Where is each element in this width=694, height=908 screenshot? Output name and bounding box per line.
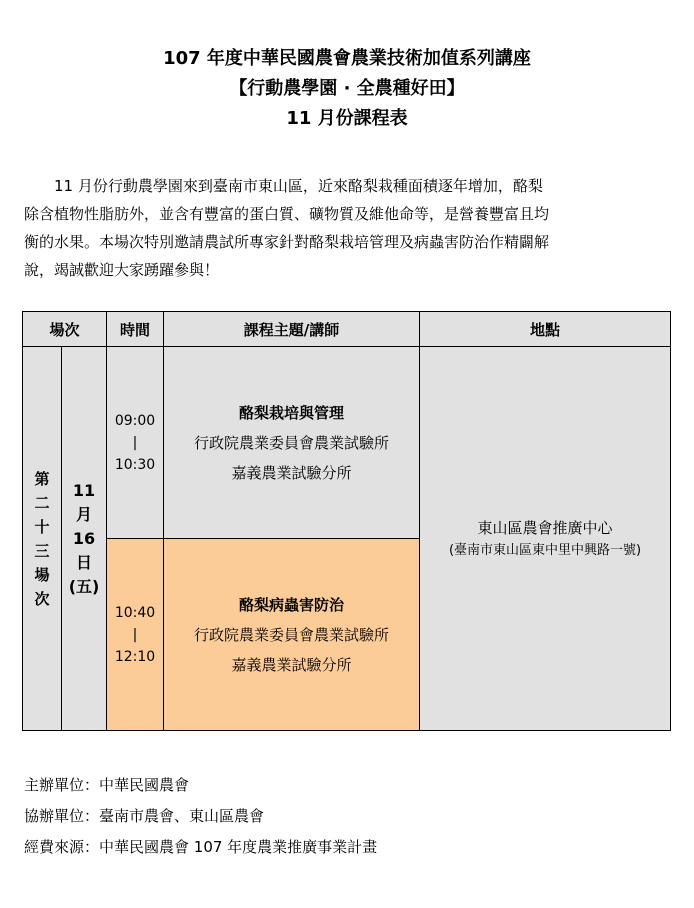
table-header-row [23,312,671,347]
session-char: 二 [34,493,50,512]
session-char: 十 [34,517,50,536]
time-separator: | [132,626,138,643]
co-organizer-line: 協辦單位：臺南市農會、東山區農會 [24,807,265,825]
lecturer-branch: 嘉義農業試驗分所 [231,463,352,482]
organizer-line: 主辦單位：中華民國農會 [24,776,190,794]
header-session: 場次 [23,312,107,347]
header-location: 地點 [420,312,671,347]
time-start: 09:00 [114,412,156,429]
intro-line: 除含植物性脂肪外，並含有豐富的蛋白質、礦物質及維他命等，是營養豐富且均 [24,205,550,223]
header-topic: 課程主題/講師 [164,312,420,347]
time-end: 12:10 [114,648,156,665]
title-line-program: 【行動農學園 · 全農種好田】 [229,78,465,99]
location-address: (臺南市東山區東中里中興路一號) [448,542,642,558]
header-time: 時間 [107,312,164,347]
date-part: (五) [68,576,100,596]
time-separator: | [132,434,138,451]
session-char: 第 [34,469,50,488]
date-part: 11 [72,480,96,500]
time-start: 10:40 [114,604,156,621]
title-line-schedule: 11 月份課程表 [286,108,408,129]
session-char: 場 [34,565,50,584]
location-cell [420,347,671,731]
intro-line: 衡的水果。本場次特別邀請農試所專家針對酪梨栽培管理及病蟲害防治作精闢解 [24,233,550,251]
time-cell [107,347,164,539]
topic-cell [164,539,420,731]
time-cell [107,539,164,731]
lecturer-branch: 嘉義農業試驗分所 [231,655,352,674]
session-char: 三 [34,541,50,560]
schedule-table [22,311,671,731]
date-cell [62,347,107,731]
date-part: 月 [76,504,93,524]
session-number-cell [23,347,62,731]
date-part: 日 [76,552,93,572]
topic-title: 酪梨栽培與管理 [239,403,345,422]
topic-title: 酪梨病蟲害防治 [239,595,345,614]
time-end: 10:30 [114,456,156,473]
topic-cell [164,347,420,539]
document-title [0,44,694,134]
intro-paragraph [24,172,670,284]
table-row [23,347,671,539]
footer-info [24,770,377,863]
location-name: 東山區農會推廣中心 [477,518,613,537]
intro-line: 說，竭誠歡迎大家踴躍參與！ [24,261,220,279]
title-line-series: 107 年度中華民國農會農業技術加值系列講座 [163,48,531,69]
lecturer-org: 行政院農業委員會農業試驗所 [194,625,390,644]
lecturer-org: 行政院農業委員會農業試驗所 [194,433,390,452]
date-part: 16 [72,528,96,548]
funding-line: 經費來源：中華民國農會 107 年度農業推廣事業計畫 [24,838,378,856]
session-char: 次 [34,589,50,608]
intro-line: 11 月份行動農學園來到臺南市東山區，近來酪梨栽種面積逐年增加，酪梨 [54,177,543,195]
